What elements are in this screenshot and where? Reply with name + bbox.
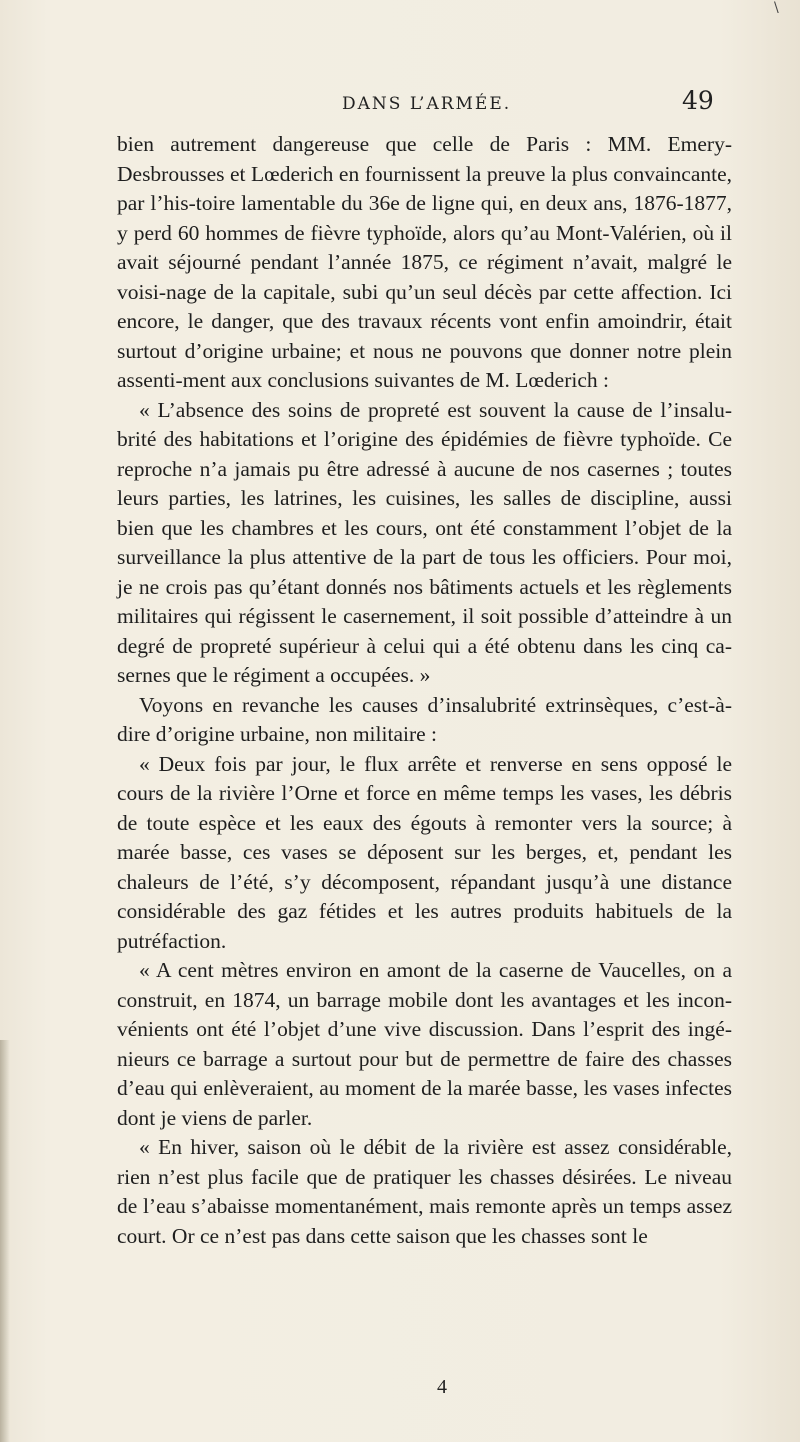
running-head: DANS L’ARMÉE.	[342, 94, 512, 114]
page-edge-shadow	[0, 1040, 10, 1442]
paragraph-3: Voyons en revanche les causes d’insalubrité extrinsèques, c’est-à-dire d’origine urbaine, non militaire :	[117, 692, 732, 746]
corner-mark: \	[774, 0, 779, 16]
paragraph-1: bien autrement dangereuse que celle de Paris : MM. Emery-Desbrousses et Lœderich en fournissent la preuve la plus convaincante, par l’his-toire lamentable du 36e de ligne qui, en deux ans, 1876-1877, y perd 60 hommes de fièvre typhoïde, alors qu’au Mont-Valérien, où il avait séjourné pendant l’année 1875, ce régiment n’avait, malgré le voisi-nage de la capitale, subi qu’un seul décès par cette affection. Ici encore, le danger, que des travaux récents vont enfin amoindrir, était surtout d’origine urbaine; et nous ne pouvons que donner notre plein assenti-ment aux conclusions suivantes de M. Lœderich :	[117, 132, 732, 392]
paragraph-4: « Deux fois par jour, le flux arrête et renverse en sens opposé le cours de la rivière l’Orne et force en même temps les vases, les débris de toute espèce et les eaux des égouts à remonter vers la source; à marée basse, ces vases se déposent sur les berges, et, pendant les chaleurs de l’été, s’y décomposent, répandant jusqu’à une distance considérable des gaz fétides et les autres produits habituels de la putréfaction.	[117, 751, 732, 953]
paragraph-5: « A cent mètres environ en amont de la caserne de Vaucelles, on a construit, en 1874, un barrage mobile dont les avantages et les incon-vénients ont été l’objet d’une vive discussion. Dans l’esprit des ingé-nieurs ce barrage a surtout pour but de permettre de faire des chasses d’eau qui enlèveraient, au moment de la marée basse, les vases infectes dont je viens de parler.	[117, 958, 732, 1130]
paragraph-2: « L’absence des soins de propreté est souvent la cause de l’insalu-brité des habitations et l’origine des épidémies de fièvre typhoïde. Ce reproche n’a jamais pu être adressé à aucune de nos casernes ; toutes leurs parties, les latrines, les cuisines, les salles de discipline, aussi bien que les chambres et les cours, ont été constamment l’objet de la surveillance la plus attentive de la part de tous les officiers. Pour moi, je ne crois pas qu’étant donnés nos bâtiments actuels et les règlements militaires qui régissent le casernement, il soit possible d’atteindre à un degré de propreté supérieur à celui qui a été obtenu dans les cinq ca-sernes que le régiment a occupées. »	[117, 397, 732, 687]
page-header	[0, 86, 800, 120]
page-number: 49	[682, 86, 714, 115]
paragraph-6: « En hiver, saison où le débit de la rivière est assez considérable, rien n’est plus facile que de pratiquer les chasses désirées. Le niveau de l’eau s’abaisse momentanément, mais remonte après un temps assez court. Or ce n’est pas dans cette saison que les chasses sont le	[117, 1135, 732, 1248]
signature-mark: 4	[437, 1376, 447, 1398]
page-body	[117, 130, 732, 1251]
